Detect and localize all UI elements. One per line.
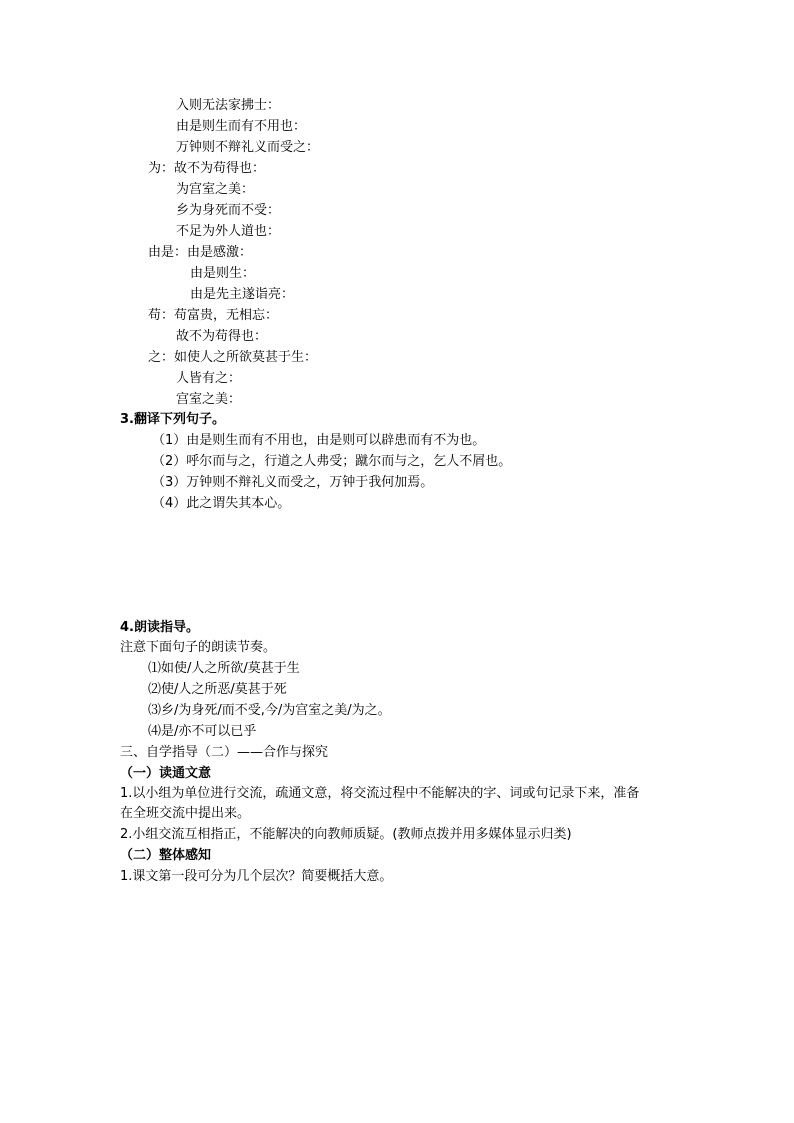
text-line: 为：故不为苟得也： <box>148 161 266 176</box>
text-line: 3.翻译下列句子。 <box>120 412 225 427</box>
text-line: （一）读通文意 <box>120 766 212 781</box>
text-line: 由是则生而有不用也： <box>176 119 307 134</box>
text-line: 人皆有之： <box>176 371 242 386</box>
text-line: 乡为身死而不受： <box>176 203 281 218</box>
text-line: （2）呼尔而与之，行道之人弗受；蹴尔而与之，乞人不屑也。 <box>152 454 512 469</box>
text-line: 由是则生： <box>190 266 256 281</box>
text-line: 为宫室之美： <box>176 182 255 197</box>
text-line: 万钟则不辩礼义而受之： <box>176 140 320 155</box>
text-line: 2.小组交流互相指正，不能解决的向教师质疑。(教师点拨并用多媒体显示归类) <box>120 827 572 842</box>
text-line: 在全班交流中提出来。 <box>120 806 251 821</box>
text-line: 入则无法家拂士： <box>176 98 281 113</box>
text-line: 由是：由是感激： <box>148 245 253 260</box>
text-line: （4）此之谓失其本心。 <box>152 496 291 511</box>
text-line: 由是先主遂诣亮： <box>190 287 295 302</box>
text-line: 之：如使人之所欲莫甚于生： <box>148 350 318 365</box>
text-line: （二）整体感知 <box>120 848 212 863</box>
text-line: 4.朗读指导。 <box>120 620 199 635</box>
text-line: 宫室之美： <box>176 392 242 407</box>
text-line: ⑴如使/人之所欲/莫甚于生 <box>148 661 300 676</box>
text-line: （3）万钟则不辩礼义而受之，万钟于我何加焉。 <box>152 475 434 490</box>
text-line: 三、自学指导（二）——合作与探究 <box>120 745 329 760</box>
text-line: 1.课文第一段可分为几个层次？简要概括大意。 <box>120 869 393 884</box>
text-line: 不足为外人道也： <box>176 224 281 239</box>
text-line: ⑵使/人之所恶/莫甚于死 <box>148 682 287 697</box>
text-line: 注意下面句子的朗读节奏。 <box>120 640 277 655</box>
text-line: ⑶乡/为身死/而不受,今/为宫室之美/为之。 <box>148 703 391 718</box>
text-line: 苟：苟富贵，无相忘： <box>148 308 279 323</box>
text-line: （1）由是则生而有不用也，由是则可以辟患而有不为也。 <box>152 433 486 448</box>
text-line: ⑷是/亦不可以已乎 <box>148 724 257 739</box>
text-line: 1.以小组为单位进行交流，疏通文意，将交流过程中不能解决的字、词或句记录下来，准备 <box>120 786 640 801</box>
text-line: 故不为苟得也： <box>176 329 268 344</box>
